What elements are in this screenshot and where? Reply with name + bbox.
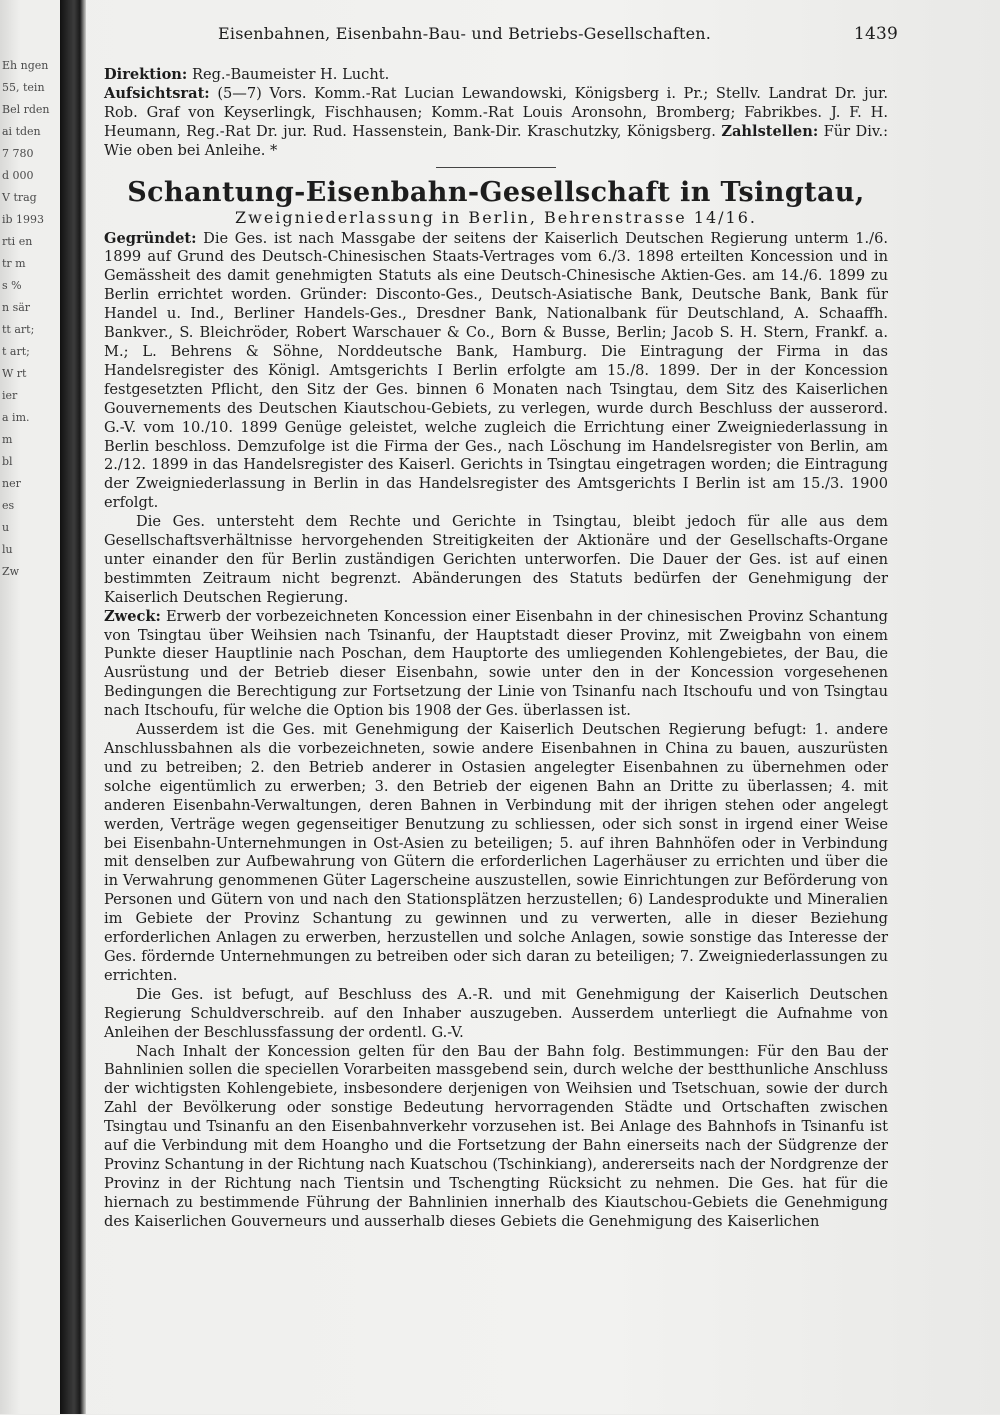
fragment-line: d 000 xyxy=(2,169,34,182)
zweck-paragraph xyxy=(104,608,888,721)
fragment-line: tt art; xyxy=(2,323,35,336)
fragment-line: 55, tein xyxy=(2,81,45,94)
running-title: Eisenbahnen, Eisenbahn-Bau- und Betriebs-Gesellschaften. xyxy=(218,24,712,43)
fragment-line: ner xyxy=(2,477,21,490)
direktion-label: Direktion: xyxy=(104,66,188,83)
company-title: Schantung-Eisenbahn-Gesellschaft in Tsingtau, xyxy=(127,176,865,208)
page-content xyxy=(104,66,888,1232)
fragment-line: W rt xyxy=(2,367,27,380)
zweck-label: Zweck: xyxy=(104,607,161,625)
direktion-text: Reg.-Baumeister H. Lucht. xyxy=(191,66,390,83)
schuldverschreibung-paragraph: Die Ges. ist befugt, auf Beschluss des A.-R. und mit Genehmigung der Kaiserlich Deutschen Regierung Schuldverschreib. auf den Inhaber auszugeben. Ausserdem unterliegt die Aufnahme von Anleihen der Beschlussfassung der ordentl. G.-V. xyxy=(104,985,888,1041)
fragment-line: m xyxy=(2,433,13,446)
company-subtitle: Zweigniederlassung in Berlin, Behrenstrasse 14/16. xyxy=(235,207,757,227)
fragment-line: s % xyxy=(2,279,22,292)
fragment-line: Bel rden xyxy=(2,103,50,116)
fragment-line: Eh ngen xyxy=(2,59,49,72)
fragment-line: ai tden xyxy=(2,125,41,138)
direktion-entry xyxy=(104,66,888,85)
fragment-line: V trag xyxy=(2,191,37,204)
fragment-line: ier xyxy=(2,389,18,402)
aufsichtsrat-label: Aufsichtsrat: xyxy=(104,84,210,102)
gegruendet-text: Die Ges. ist nach Massgabe der seitens der Kaiserlich Deutschen Regierung unterm 1./6. 1899 auf Grund des Deutsch-Chinesischen Staats-Vertrages vom 6./3. 1898 erteilten Koncession und in Gemässheit des damit genehmigten Statuts als eine Deutsch-Chinesische Aktien-Ges. am 14./6. 1899 zu Berlin errichtet worden. Gründer: Disconto-Ges., Deutsch-Asiatische Bank, Deutsche Bank, Bank für Handel u. Ind., Berliner Handels-Ges., Dresdner Bank, Nationalbank für Deutschland, A. Schaaffh. Bankver., S. Bleichröder, Robert Warschauer & Co., Born & Busse, Berlin; Jacob S. H. Stern, Frankf. a. M.; L. Behrens & Söhne, Norddeutsche Bank, Hamburg. Die Eintragung der Firma in das Handelsregister des Königl. Amtsgerichts I Berlin erfolgte am 15./8. 1899. Der in der Koncession festgesetzten Pflicht, den Sitz der Ges. binnen 6 Monaten nach Tsingtau, dem Sitz des Kaiserlichen Gouvernements des Deutschen Kiautschou-Gebiets, zu verlegen, wurde durch Beschluss der ausserord. G.-V. vom 10./10. 1899 Genüge geleistet, welche zugleich die Errichtung einer Zweigniederlassung in Berlin beschloss. Demzufolge ist die Firma der Ges., nach Löschung im Handelsregister von Berlin, am 2./12. 1899 in das Handelsregister des Kaiserl. Gerichts in Tsingtau eingetragen worden; die Eintragung der Zweigniederlassung in Berlin in das Handelsregister des Amtsgerichts I Berlin ist am 15./3. 1900 erfolgt. xyxy=(104,229,888,512)
fragment-line: u xyxy=(2,521,10,534)
page-number: 1439 xyxy=(853,24,898,44)
fragment-line: lu xyxy=(2,543,13,556)
gegruendet-paragraph xyxy=(104,230,888,514)
gegruendet-label: Gegründet: xyxy=(104,229,197,247)
fragment-line: Zw xyxy=(2,565,20,578)
fragment-line: n sär xyxy=(2,301,31,314)
befugnisse-paragraph: Ausserdem ist die Ges. mit Genehmigung der Kaiserlich Deutschen Regierung befugt: 1. andere Anschlussbahnen als die vorbezeichneten, sowie andere Eisenbahnen in China zu bauen, auszurüsten und zu betreiben; 2. den Betrieb anderer in Ostasien angelegter Eisenbahnen zu übernehmen oder solche eigentümlich zu erwerben; 3. den Betrieb der eigenen Bahn an Dritte zu überlassen; 4. mit anderen Eisenbahn-Verwaltungen, deren Bahnen in Verbindung mit der ihrigen stehen oder angelegt werden, Verträge wegen gegenseitiger Benutzung zu schliessen, oder sich sonst in irgend einer Weise bei Eisenbahn-Unternehmungen in Ost-Asien zu beteiligen; 5. auf ihren Bahnhöfen oder in Verbindung mit denselben zur Aufbewahrung von Gütern die erforderlichen Lagerhäuser zu errichten und über die in Verwahrung genommenen Güter Lagerscheine auszustellen, sowie Einrichtungen zur Beförderung von Personen und Gütern von und nach den Stationsplätzen herzustellen; 6) Landesprodukte und Mineralien im Gebiete der Provinz Schantung zu gewinnen und zu verwerten, alle in dieser Beziehung erforderlichen Anlagen zu erwerben, herzustellen und solche Anlagen, sowie sonstige das Interesse der Ges. fördernde Unternehmungen zu betreiben oder sich daran zu beteiligen; 7. Zweigniederlassungen zu errichten. xyxy=(104,721,888,984)
section-divider xyxy=(436,167,556,168)
zahlstellen-label: Zahlstellen: xyxy=(721,122,819,140)
jurisdiction-paragraph: Die Ges. untersteht dem Rechte und Gerichte in Tsingtau, bleibt jedoch für alle aus dem Gesellschaftsverhältnisse hervorgehenden Streitigkeiten der Aktionäre und der Gesellschafts-Organe unter einander den für Berlin zuständigen Gerichten unterworfen. Die Dauer der Ges. ist auf einen bestimmten Zeitraum nicht begrenzt. Abänderungen des Statuts bedürfen der Genehmigung der Kaiserlich Deutschen Regierung. xyxy=(104,513,888,606)
page-header xyxy=(218,24,898,48)
fragment-line: a im. xyxy=(2,411,30,424)
zahlstellen-text: Für Div.: Wie oben bei Anleihe. * xyxy=(104,122,888,159)
fragment-line: tr m xyxy=(2,257,26,270)
aufsichtsrat-text: (5—7) Vors. Komm.-Rat Lucian Lewandowski, Königsberg i. Pr.; Stellv. Landrat Dr. jur. Rob. Graf von Keyserlingk, Fischhausen; Komm.-Rat Louis Aronsohn, Bromberg; Fabrikbes. J. F. H. Heumann, Reg.-Rat Dr. jur. Rud. Hassenstein, Bank-Dir. Kraschutzky, Königsberg. xyxy=(104,84,888,140)
aufsichtsrat-entry xyxy=(104,85,888,161)
fragment-line: ib 1993 xyxy=(2,213,45,226)
fragment-line: 7 780 xyxy=(2,147,34,160)
bestimmungen-paragraph: Nach Inhalt der Koncession gelten für den Bau der Bahn folg. Bestimmungen: Für den Bau der Bahnlinien sollen die speciellen Vorarbeiten massgebend sein, durch welche der bestthunliche Anschluss der wichtigsten Kohlengebiete, insbesondere derjenigen von Weihsien und Tsetschuan, sowie der durch Zahl der Bevölkerung oder sonstige Bedeutung hervorragenden Städte und Ortschaften zwischen Tsingtau und Tsinanfu an den Eisenbahnverkehr vorzusehen ist. Bei Anlage des Bahnhofs in Tsinanfu ist auf die Verbindung mit dem Hoangho und die Fortsetzung der Bahn einerseits nach der Südgrenze der Provinz Schantung in der Richtung nach Kuatschou (Tschinkiang), andererseits nach der Nordgrenze der Provinz in der Richtung nach Tientsin und Tschengting Rücksicht zu nehmen. Die Ges. hat für die hiernach zu bestimmende Führung der Bahnlinien innerhalb des Kiautschou-Gebiets die Genehmigung des Kaiserlichen Gouverneurs und ausserhalb dieses Gebiets die Genehmigung des Kaiserlichen xyxy=(104,1042,888,1230)
fragment-line: rti en xyxy=(2,235,33,248)
previous-page-column-fragments xyxy=(0,55,60,1415)
fragment-line: es xyxy=(2,499,15,512)
fragment-line: bl xyxy=(2,455,13,468)
book-gutter-shadow xyxy=(60,0,86,1414)
fragment-line: t art; xyxy=(2,345,30,358)
zweck-text: Erwerb der vorbezeichneten Koncession einer Eisenbahn in der chinesischen Provinz Schantung von Tsingtau über Weihsien nach Tsinanfu, der Hauptstadt dieser Provinz, mit Zweigbahn von einem Punkte dieser Hauptlinie nach Poschan, dem Hauptorte des umliegenden Kohlengebietes, der Bau, die Ausrüstung und der Betrieb dieser Eisenbahn, sowie unter den in der Koncession vorgesehenen Bedingungen die Berechtigung zur Fortsetzung der Linie von Tsinanfu nach Itschoufu und von Tsingtau nach Itschoufu, für welche die Option bis 1908 der Ges. überlassen ist. xyxy=(104,607,888,720)
